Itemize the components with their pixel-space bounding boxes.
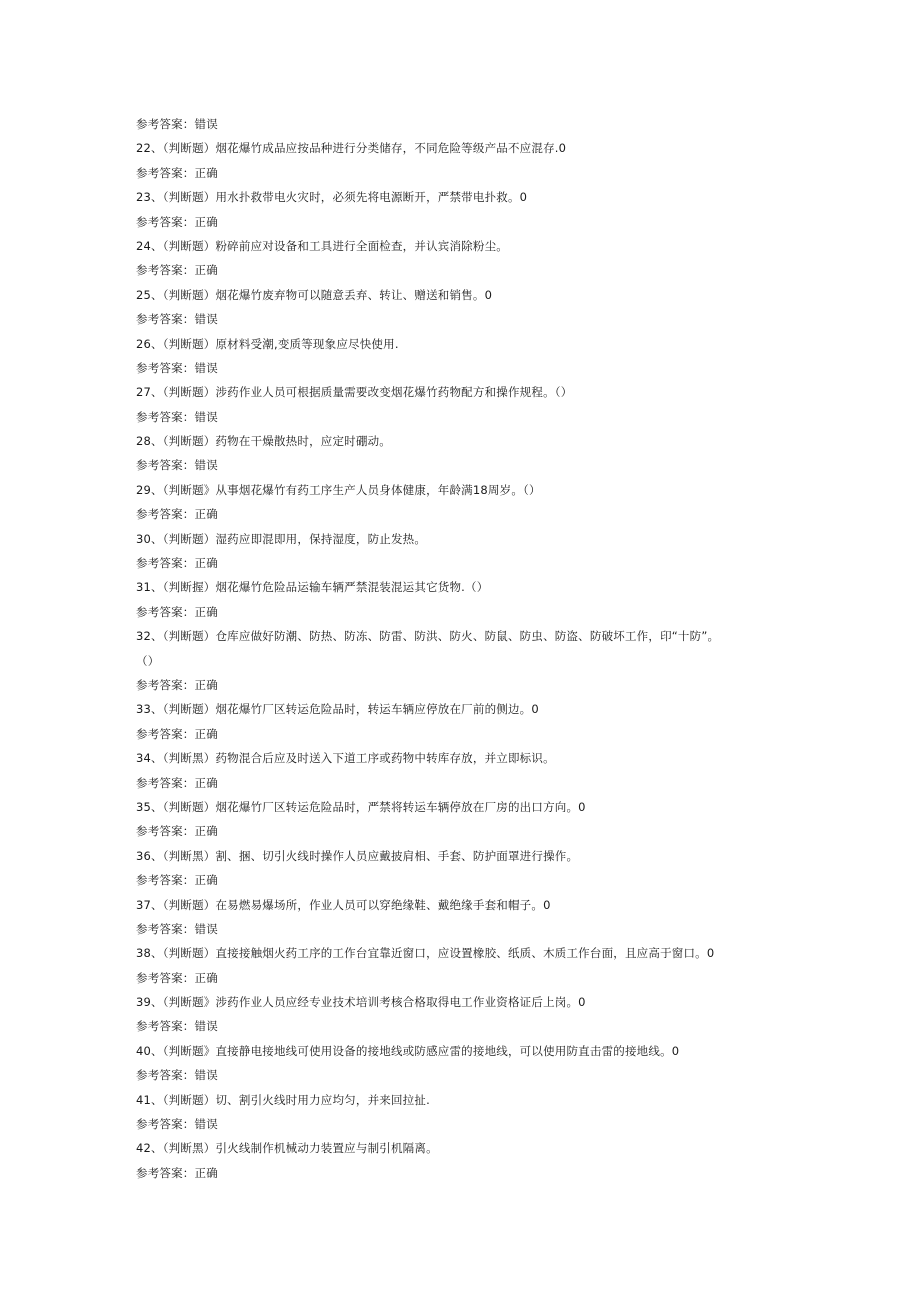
question-text: 31、（判断握）烟花爆竹危险品运输车辆严禁混装混运其它货物.（） [136, 580, 489, 595]
question-text: 23、（判断题）用水扑救带电火灾时，必须先将电源断开，严禁带电扑救。0 [136, 190, 528, 205]
answer-line: 参考答案：正确 [136, 726, 218, 741]
answer-line: 参考答案：错误 [136, 458, 218, 473]
question-text: 28、（判断题）药物在干燥散热时，应定时硼动。 [136, 434, 391, 449]
question-text: 26、（判断题）原材料受潮,变质等现象应尽快使用. [136, 336, 399, 351]
answer-line: 参考答案：错误 [136, 1068, 218, 1083]
question-text: 37、（判断题）在易燃易爆场所，作业人员可以穿绝缘鞋、戴绝缘手套和帽子。0 [136, 897, 551, 912]
answer-line: 参考答案：错误 [136, 1117, 218, 1132]
question-text: 41、（判断题）切、割引火线时用力应均匀，并来回拉扯. [136, 1092, 430, 1107]
answer-line: 参考答案：错误 [136, 921, 218, 936]
question-text: 32、（判断题）仓库应做好防潮、防热、防冻、防雷、防洪、防火、防鼠、防虫、防盗、防破坏工作，印“十防”。 [136, 629, 720, 644]
question-text: 27、（判断题）涉药作业人员可根据质量需要改变烟花爆竹药物配方和操作规程。（） [136, 385, 573, 400]
answer-line: 参考答案：正确 [136, 775, 218, 790]
question-text: 35、（判断题）烟花爆竹厂区转运危险品时，严禁将转运车辆停放在厂房的出口方向。0 [136, 799, 586, 814]
question-text: 25、（判断题）烟花爆竹废弃物可以随意丢弃、转让、赠送和销售。0 [136, 287, 493, 302]
answer-line: 参考答案：错误 [136, 117, 218, 131]
answer-line: 参考答案：正确 [136, 214, 218, 229]
question-text: 33、（判断题）烟花爆竹厂区转运危险品时，转运车辆应停放在厂前的侧边。0 [136, 702, 539, 717]
answer-line: 参考答案：正确 [136, 263, 218, 278]
question-text: 36、（判断黑）割、捆、切引火线时操作人员应戴披肩相、手套、防护面罩进行操作。 [136, 848, 579, 863]
answer-line: 参考答案：正确 [136, 873, 218, 888]
question-text: 22、（判断题）烟花爆竹成品应按品种进行分类储存，不同危险等级产品不应混存.0 [136, 141, 567, 156]
question-text: 29、（判断题》从事烟花爆竹有药工序生产人员身体健康，年龄满18周岁。（） [136, 482, 541, 497]
answer-line: 参考答案：正确 [136, 677, 218, 692]
answer-line: 参考答案：正确 [136, 165, 218, 180]
answer-line: 参考答案：正确 [136, 824, 218, 839]
answer-line: 参考答案：错误 [136, 360, 218, 375]
answer-line: 参考答案：正确 [136, 604, 218, 619]
question-text: 42、（判断黑）引火线制作机械动力装置应与制引机隔离。 [136, 1141, 438, 1156]
answer-line: 参考答案：正确 [136, 507, 218, 522]
question-list [136, 112, 836, 1185]
question-text: 30、（判断题）湿药应即混即用，保持湿度，防止发热。 [136, 531, 427, 546]
question-continuation: （） [136, 653, 160, 668]
answer-line: 参考答案：错误 [136, 312, 218, 327]
question-text: 40、（判断题》直接静电接地线可使用设备的接地线或防感应雷的接地线，可以使用防直击雷的接地线。0 [136, 1043, 680, 1058]
answer-line: 参考答案：正确 [136, 970, 218, 985]
answer-line: 参考答案：正确 [136, 1165, 218, 1180]
answer-line: 参考答案：错误 [136, 1019, 218, 1034]
question-text: 24、（判断题）粉碎前应对设备和工具进行全面检查，并认宾消除粉尘。 [136, 238, 508, 253]
question-text: 38、（判断题）直接接触烟火药工序的工作台宜靠近窗口，应设置橡胶、纸质、木质工作台面，且应高于窗口。0 [136, 946, 715, 961]
answer-line: 参考答案：错误 [136, 409, 218, 424]
question-text: 34、（判断黑）药物混合后应及时送入下道工序或药物中转库存放，并立即标识。 [136, 751, 555, 766]
question-text: 39、（判断题》涉药作业人员应经专业技术培训考核合格取得电工作业资格证后上岗。0 [136, 995, 586, 1010]
answer-line: 参考答案：正确 [136, 556, 218, 571]
